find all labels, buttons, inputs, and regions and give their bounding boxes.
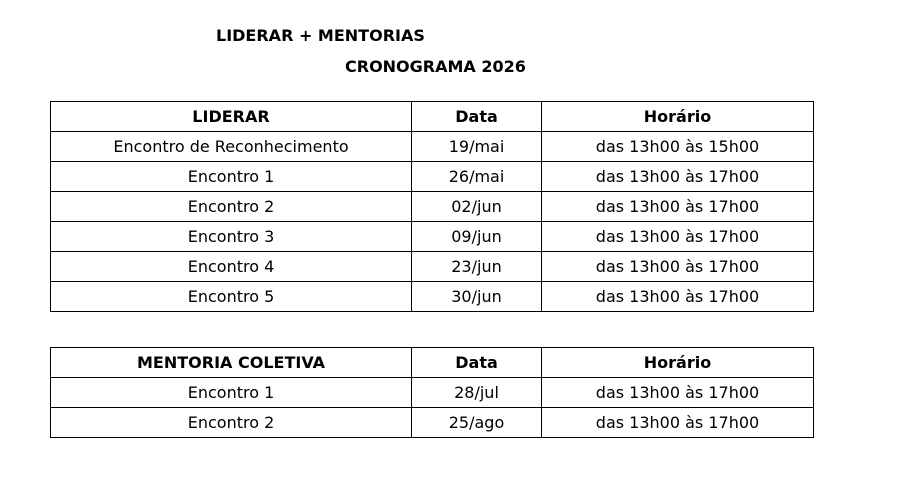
table-row (51, 132, 814, 162)
cell-time: das 13h00 às 17h00 (542, 222, 814, 252)
cell-date: 02/jun (412, 192, 542, 222)
cell-time: das 13h00 às 17h00 (542, 408, 814, 438)
document-subtitle: CRONOGRAMA 2026 (345, 57, 526, 76)
table-header-row (51, 102, 814, 132)
header-program: MENTORIA COLETIVA (51, 348, 412, 378)
liderar-schedule-table (50, 101, 814, 312)
header-program: LIDERAR (51, 102, 412, 132)
table-row (51, 252, 814, 282)
cell-time: das 13h00 às 17h00 (542, 192, 814, 222)
cell-date: 25/ago (412, 408, 542, 438)
cell-time: das 13h00 às 17h00 (542, 378, 814, 408)
table-row (51, 282, 814, 312)
cell-session-name: Encontro de Reconhecimento (51, 132, 412, 162)
cell-time: das 13h00 às 15h00 (542, 132, 814, 162)
table-row (51, 192, 814, 222)
table-row (51, 408, 814, 438)
cell-session-name: Encontro 2 (51, 192, 412, 222)
cell-session-name: Encontro 3 (51, 222, 412, 252)
cell-date: 26/mai (412, 162, 542, 192)
cell-date: 23/jun (412, 252, 542, 282)
table-row (51, 222, 814, 252)
cell-date: 28/jul (412, 378, 542, 408)
table-row (51, 378, 814, 408)
header-date: Data (412, 348, 542, 378)
mentoria-schedule-table (50, 347, 814, 438)
cell-date: 19/mai (412, 132, 542, 162)
cell-session-name: Encontro 5 (51, 282, 412, 312)
cell-session-name: Encontro 1 (51, 378, 412, 408)
table-row (51, 162, 814, 192)
header-time: Horário (542, 102, 814, 132)
cell-time: das 13h00 às 17h00 (542, 252, 814, 282)
header-date: Data (412, 102, 542, 132)
cell-session-name: Encontro 2 (51, 408, 412, 438)
header-time: Horário (542, 348, 814, 378)
table-header-row (51, 348, 814, 378)
cell-session-name: Encontro 1 (51, 162, 412, 192)
cell-time: das 13h00 às 17h00 (542, 282, 814, 312)
cell-date: 30/jun (412, 282, 542, 312)
cell-session-name: Encontro 4 (51, 252, 412, 282)
cell-time: das 13h00 às 17h00 (542, 162, 814, 192)
document-title: LIDERAR + MENTORIAS (216, 26, 425, 45)
cell-date: 09/jun (412, 222, 542, 252)
